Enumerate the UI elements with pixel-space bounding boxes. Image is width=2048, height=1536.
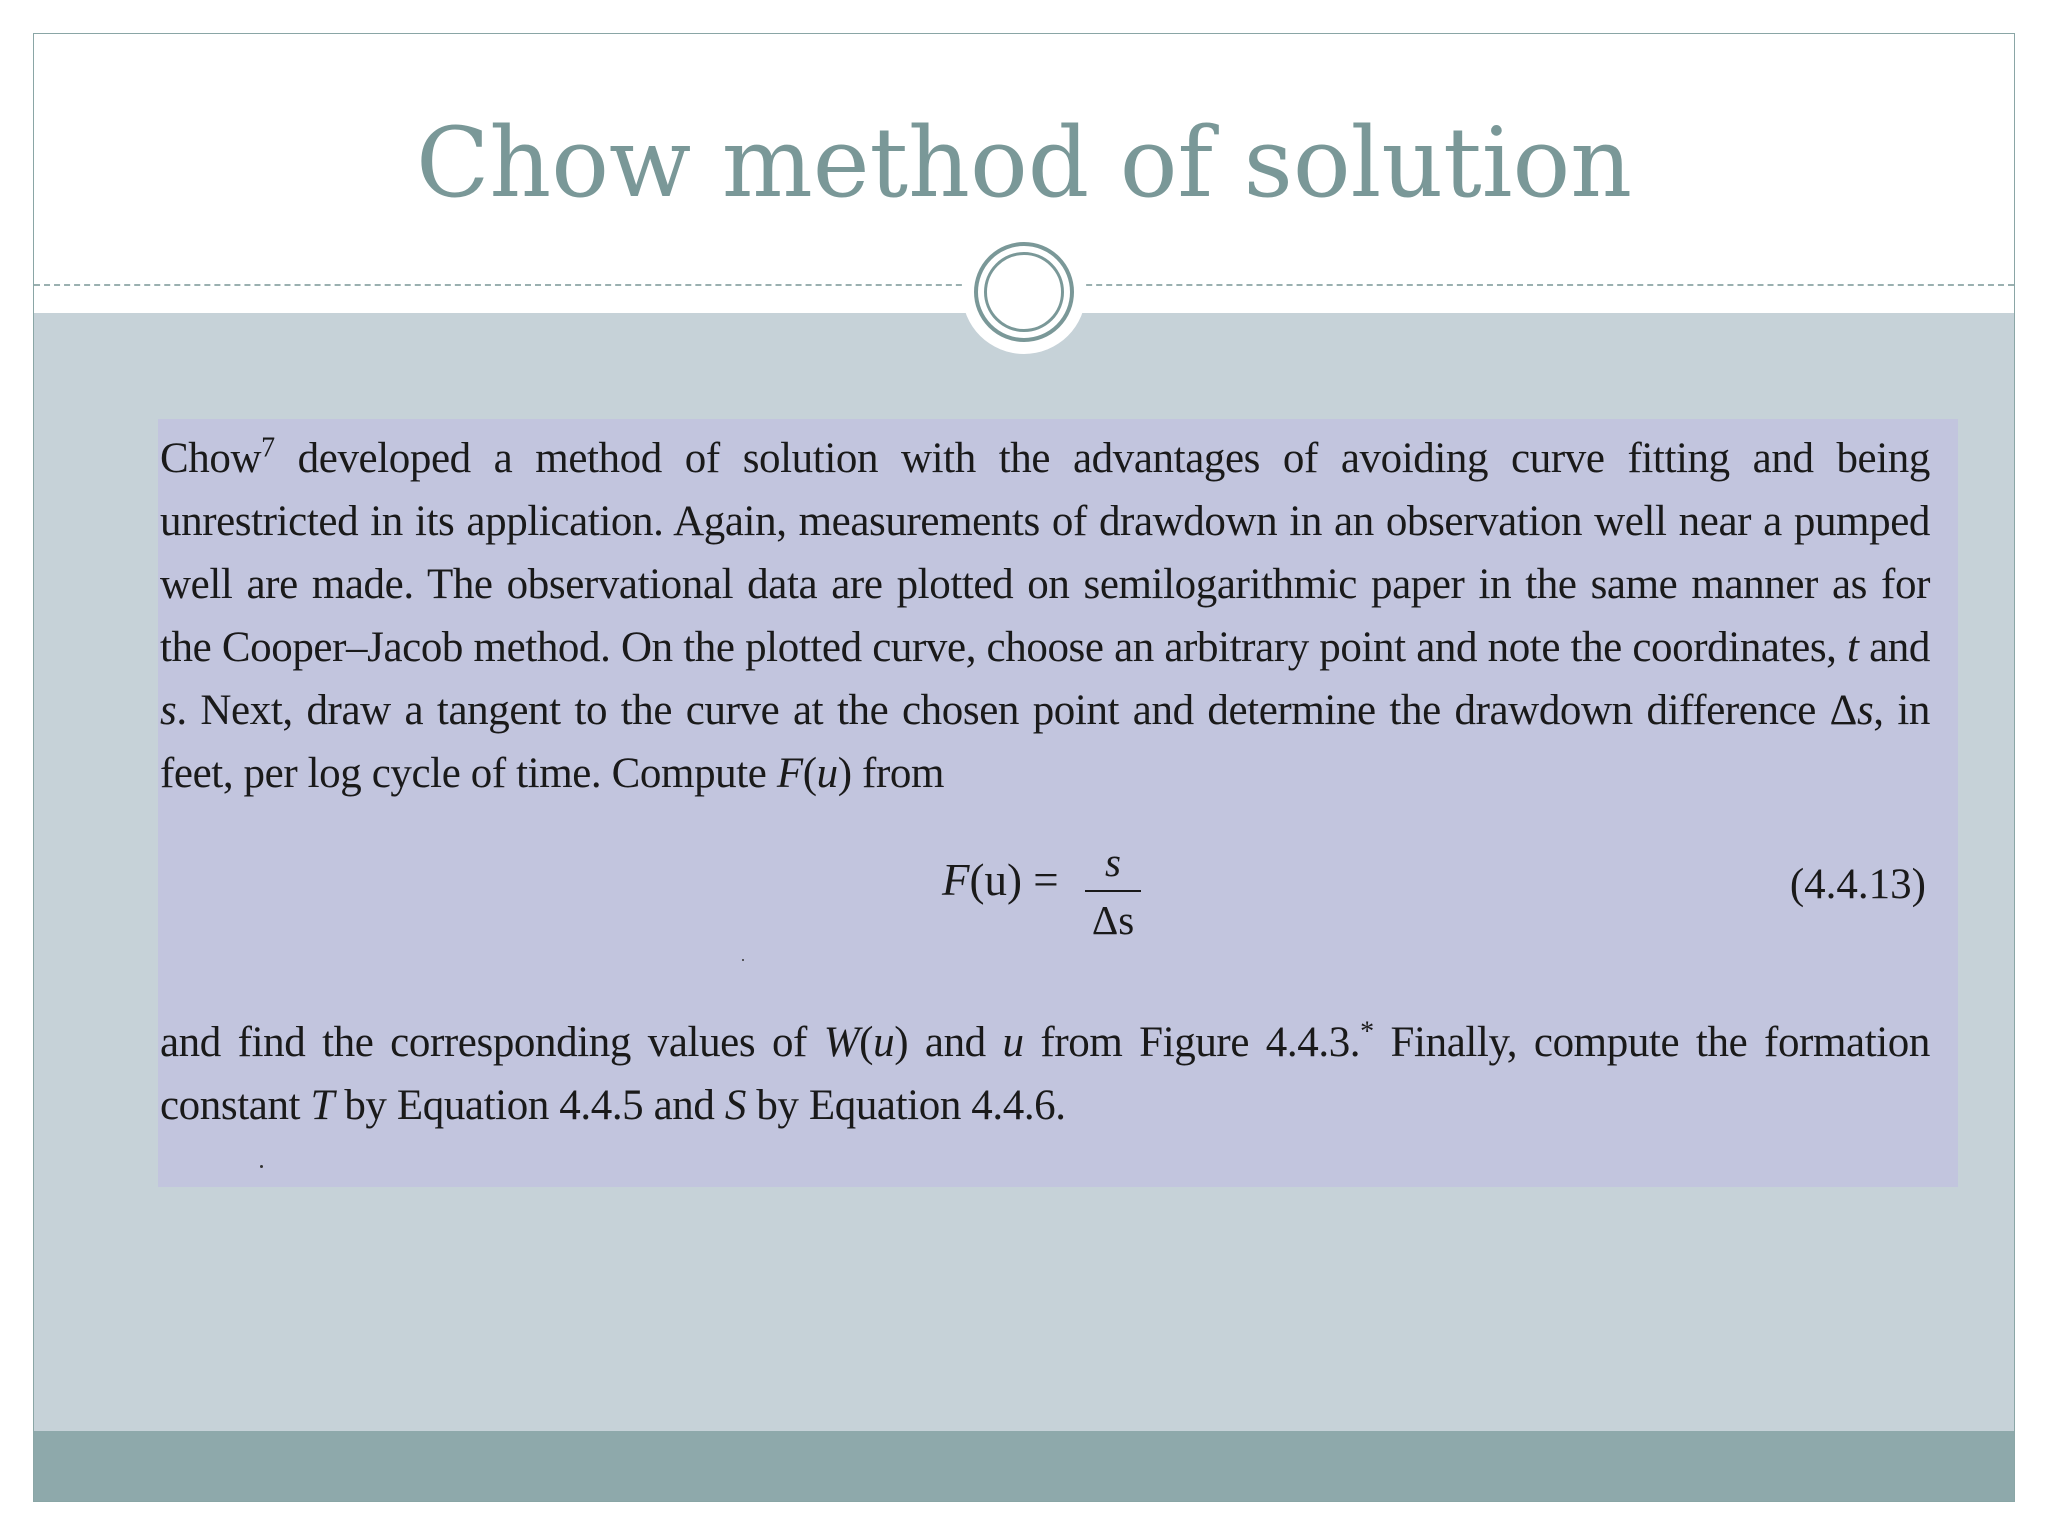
- slide-frame: [33, 33, 2015, 1502]
- var-u: u: [1002, 1019, 1024, 1066]
- equation-4-4-13: [158, 834, 1958, 964]
- text-run: . Next, draw a tangent to the curve at the chosen point and determine the drawdown difference Δ: [176, 687, 1857, 734]
- text-run: ) and: [894, 1019, 1003, 1066]
- slide-title: Chow method of solution: [415, 107, 1633, 219]
- footnote-star: *: [1360, 1016, 1374, 1048]
- excerpt-paragraph-1: [160, 427, 1930, 805]
- eq-numerator: s: [1105, 839, 1121, 885]
- textbook-excerpt-image: [158, 419, 1958, 1187]
- var-W: W: [823, 1019, 860, 1066]
- text-run: and: [1858, 624, 1930, 671]
- eq-var-F: F: [942, 855, 970, 905]
- var-S: S: [724, 1082, 746, 1129]
- text-run: by Equation 4.4.5 and: [333, 1082, 725, 1129]
- scan-speck: [742, 959, 744, 961]
- text-run: by Equation 4.4.6.: [745, 1082, 1066, 1129]
- var-s: s: [160, 687, 177, 734]
- text-run: Finally, compute the formation constant: [160, 1019, 1930, 1129]
- equation-number: (4.4.13): [1789, 861, 1926, 908]
- var-u: u: [873, 1019, 895, 1066]
- text-chow: Chow: [160, 435, 262, 482]
- text-run: from Figure 4.4.3.: [1023, 1019, 1361, 1066]
- scan-speck: [260, 1165, 263, 1168]
- eq-lhs-rest: (u) =: [969, 855, 1059, 905]
- ornament-ring-inner: [984, 252, 1064, 332]
- equation-fraction: [1082, 834, 1144, 948]
- text-run: (: [859, 1019, 874, 1066]
- text-run: (: [802, 750, 817, 797]
- excerpt-paragraph-2: [160, 1011, 1930, 1137]
- footer-bar: [34, 1431, 2014, 1502]
- text-run: and find the corresponding values of: [160, 1019, 824, 1066]
- var-delta-s: s: [1856, 687, 1874, 734]
- equation-lhs: [942, 854, 1059, 906]
- var-t: t: [1847, 624, 1859, 671]
- footnote-ref: 7: [261, 432, 275, 464]
- text-run: , in feet, per log cycle of time. Compute: [160, 687, 1930, 797]
- var-F: F: [776, 750, 803, 797]
- text-run: ) from: [837, 750, 945, 797]
- eq-denominator: Δs: [1091, 897, 1135, 943]
- var-u: u: [816, 750, 838, 797]
- var-T: T: [310, 1082, 334, 1129]
- text-run: developed a method of solution with the advantages of avoiding curve fitting and being unrestricted in its application. Again, measurements of drawdown in an observation well near a pumped well are made. The observational data are plotted on semilogarithmic paper in the same manner as for the Cooper–Jacob method. On the plotted curve, choose an arbitrary point and note the coordinates,: [160, 435, 1930, 671]
